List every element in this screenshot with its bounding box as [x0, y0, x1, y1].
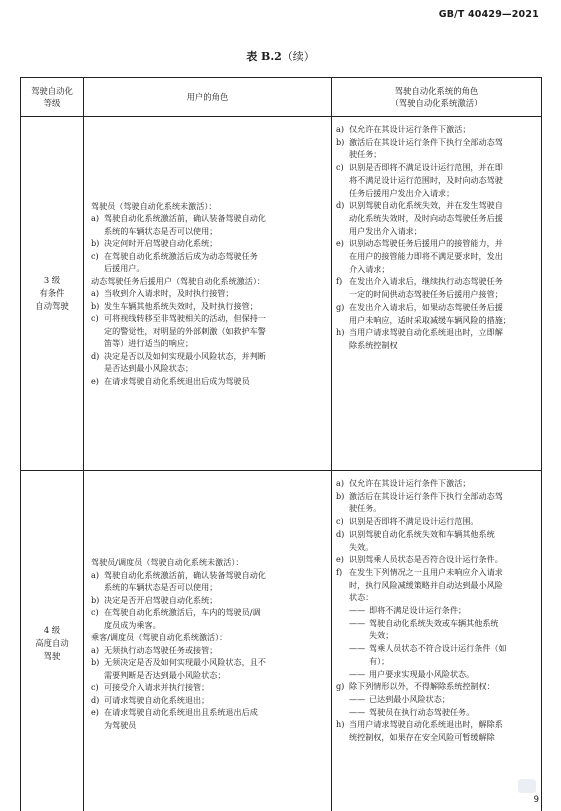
- item-text: [369, 706, 537, 719]
- item-text: [349, 566, 537, 604]
- user-group-list: [91, 644, 326, 732]
- item-text-line: 驶任务；: [349, 149, 382, 160]
- dash-item: [336, 668, 537, 681]
- list-item: [336, 275, 537, 300]
- item-text-line: 动化系统失效时，及时向动态驾驶任务后援: [349, 212, 503, 223]
- item-text-line: 笛等）进行适当的响应；: [104, 338, 194, 349]
- item-marker: c): [91, 682, 99, 692]
- item-text-line: 失效；: [369, 630, 394, 641]
- level-4-system-role-cell: [332, 471, 542, 811]
- system-role-item-g: [336, 680, 537, 693]
- item-text-line: 在请求驾驶自动化系统退出后成为驾驶员: [104, 375, 250, 386]
- item-marker: f): [336, 276, 343, 287]
- item-text-line: 后援用户。: [104, 263, 145, 274]
- list-item: [91, 250, 326, 275]
- item-text: [104, 606, 326, 631]
- table-row: [21, 117, 542, 471]
- item-marker: b): [91, 657, 100, 667]
- list-item: [336, 123, 537, 136]
- item-text: [349, 718, 537, 743]
- list-item: [91, 706, 326, 731]
- item-text: [104, 212, 326, 237]
- item-text: [369, 617, 537, 642]
- item-marker: c): [91, 250, 99, 261]
- item-text-line: 已达到最小风险状态；: [369, 693, 450, 704]
- item-text-line: 可接受介入请求并执行接管；: [104, 682, 210, 692]
- level-4-cell: [21, 471, 84, 811]
- table-title: [0, 48, 561, 64]
- item-marker: ——: [349, 605, 366, 616]
- standard-code: GB/T 40429—2021: [438, 9, 539, 20]
- list-item: [91, 569, 326, 594]
- item-text-line: 驾驶自动化系统激活前，确认装备驾驶自动化: [104, 569, 266, 580]
- item-marker: f): [336, 566, 343, 577]
- item-text: [349, 553, 537, 566]
- item-text: [104, 237, 326, 250]
- user-group-list: [91, 287, 326, 387]
- cell-text-line: 4 级: [43, 625, 61, 635]
- level-3-cell: [21, 117, 84, 471]
- page-number: 9: [533, 795, 539, 805]
- user-group-title: 驾驶员（驾驶自动化系统未激活）：: [91, 200, 217, 211]
- system-role-item-h: [336, 718, 537, 743]
- item-text: [104, 694, 326, 707]
- item-text: [104, 350, 326, 375]
- item-text: [369, 642, 537, 667]
- dash-item: [336, 706, 537, 719]
- item-text-line: 驾驶自动化系统失效或车辆其他系统: [369, 617, 499, 628]
- item-text-line: 可请求驾驶自动化系统退出；: [104, 694, 210, 705]
- item-text: [349, 136, 537, 161]
- cell-text-line: 有条件: [39, 288, 65, 298]
- dash-item: [336, 693, 537, 706]
- item-text-line: 为驾驶员: [104, 719, 137, 730]
- level-4-user-role-cell: [84, 471, 332, 811]
- item-text-line: 定的警觉性，对明显的外部刺激（如救护车警: [104, 325, 266, 336]
- header-level: [21, 78, 84, 117]
- item-text-line: 有）；: [369, 655, 390, 666]
- cell-text-line: 驾驶自动化系统的角色: [394, 86, 479, 96]
- item-text: [349, 515, 537, 528]
- item-text-line: 介入请求；: [349, 263, 390, 274]
- item-text: [349, 123, 537, 136]
- item-marker: a): [91, 288, 99, 299]
- item-marker: g): [336, 681, 345, 692]
- automation-levels-table: [20, 77, 542, 811]
- item-marker: b): [91, 594, 100, 605]
- system-role-g-dashes: [336, 693, 537, 718]
- table-header-row: [21, 78, 542, 117]
- list-item: [91, 681, 326, 694]
- item-marker: a): [336, 124, 344, 134]
- item-text-line: 时，执行风险减缓策略并自动达到最小风险: [349, 579, 503, 590]
- list-item: [336, 490, 537, 515]
- item-marker: ——: [349, 668, 366, 679]
- system-role-item-f: [336, 566, 537, 604]
- item-text-line: 在驾驶自动化系统激活后，车内的驾驶员/调: [104, 607, 261, 617]
- item-text-line: 一定的时间供动态驾驶任务后援用户接管；: [349, 289, 503, 300]
- item-text-line: 在请求驾驶自动化系统退出且系统退出后成: [104, 707, 258, 717]
- item-marker: ——: [349, 706, 366, 717]
- item-text-line: 决定是否开启驾驶自动化系统；: [104, 594, 218, 605]
- item-marker: b): [91, 300, 100, 311]
- item-text-line: 识别是否即将不满足设计运行范围，并在即: [349, 162, 503, 173]
- list-item: [91, 350, 326, 375]
- item-text: [104, 681, 326, 694]
- list-item: [336, 515, 537, 528]
- item-text-line: 仅允许在其设计运行条件下激活；: [349, 124, 471, 134]
- list-item: [336, 136, 537, 161]
- cell-text-line: （驾驶自动化系统激活）: [390, 98, 483, 108]
- item-text-line: 在发生下列情况之一且用户未响应介入请求: [349, 566, 503, 577]
- item-marker: ——: [349, 643, 366, 654]
- item-text-line: 在发出介入请求后，如果动态驾驶任务后援: [349, 301, 503, 312]
- item-text-line: 可将视线转移至非驾驶相关的活动，但保持一: [104, 313, 266, 324]
- item-text: [104, 569, 326, 594]
- table-title-main: 表 B.2: [246, 50, 282, 63]
- level-3-system-role-cell: [332, 117, 542, 471]
- table-row: [21, 471, 542, 811]
- user-group-title: 乘客/调度员（驾驶自动化系统激活）：: [91, 632, 228, 642]
- table-title-suffix: （续）: [281, 50, 315, 63]
- item-text-line: 识别驾驶自动化系统失效和车辆其他系统: [349, 528, 495, 539]
- item-marker: b): [91, 238, 100, 249]
- item-marker: e): [336, 554, 344, 565]
- item-text-line: 统控制权，如果存在安全风险可暂缓解除: [349, 732, 495, 743]
- dash-item: [336, 642, 537, 667]
- item-marker: e): [336, 238, 344, 249]
- item-marker: e): [91, 707, 99, 717]
- item-text-line: 决定是否以及如何实现最小风险状态，并判断: [104, 350, 266, 361]
- item-text: [349, 275, 537, 300]
- item-text-line: 在发出介入请求后，继续执行动态驾驶任务: [349, 276, 503, 287]
- item-text-line: 用户发出介入请求；: [349, 225, 422, 236]
- item-text-line: 度员成为乘客。: [104, 619, 161, 630]
- item-text-line: 任务后援用户发出介入请求；: [349, 187, 455, 198]
- item-marker: e): [91, 375, 99, 386]
- list-item: [91, 287, 326, 300]
- item-text: [104, 375, 326, 388]
- item-text: [349, 237, 537, 275]
- item-marker: h): [336, 327, 345, 338]
- item-text-line: 仅允许在其设计运行条件下激活；: [349, 478, 471, 488]
- list-item: [91, 594, 326, 607]
- cell-text-line: 自动驾驶: [35, 301, 69, 311]
- item-text-line: 识别驾乘人员状态是否符合设计运行条件。: [349, 554, 503, 565]
- item-text: [349, 477, 537, 490]
- list-item: [336, 161, 537, 199]
- item-text: [349, 161, 537, 199]
- list-item: [336, 199, 537, 237]
- item-text: [104, 594, 326, 607]
- dash-item: [336, 604, 537, 617]
- list-item: [91, 312, 326, 350]
- item-text-line: 驶任务。: [349, 503, 382, 514]
- item-text: [104, 287, 326, 300]
- cell-text-line: 等级: [43, 98, 61, 108]
- item-marker: a): [91, 644, 99, 655]
- item-text: [349, 199, 537, 237]
- item-text-line: 驾驶自动化系统激活前，确认装备驾驶自动化: [104, 213, 266, 224]
- user-group-list: [91, 212, 326, 275]
- list-item: [91, 300, 326, 313]
- item-text: [104, 644, 326, 657]
- item-text: [349, 490, 537, 515]
- item-text-line: 即将不满足设计运行条件；: [369, 605, 467, 616]
- list-item: [336, 237, 537, 275]
- item-text-line: 将不满足设计运行范围时，及时向动态驾驶: [349, 174, 503, 185]
- item-text: [369, 604, 537, 617]
- item-marker: d): [91, 350, 100, 361]
- item-text: [349, 680, 537, 693]
- item-text-line: 当收到介入请求时，及时执行接管；: [104, 288, 234, 299]
- item-marker: d): [336, 200, 345, 211]
- item-text-line: 是否达到最小风险状态；: [104, 363, 194, 374]
- item-text-line: 当用户请求驾驶自动化系统退出时，立即解: [349, 327, 503, 338]
- item-marker: b): [336, 490, 345, 501]
- system-role-list: [336, 123, 537, 352]
- item-text-line: 识别动态驾驶任务后援用户的接管能力，并: [349, 238, 503, 249]
- cell-text-line: 驾驶: [43, 651, 61, 661]
- header-user-role: [84, 78, 332, 117]
- list-item: [336, 301, 537, 326]
- level-3-user-role-cell: [84, 117, 332, 471]
- list-item: [91, 694, 326, 707]
- list-item: [336, 477, 537, 490]
- item-marker: b): [336, 136, 345, 147]
- item-text: [349, 301, 537, 326]
- item-text-line: 驾乘人员状态不符合设计运行条件（如: [369, 643, 507, 654]
- cell-text-line: 3 级: [43, 275, 61, 285]
- item-marker: c): [91, 313, 99, 324]
- item-text: [369, 668, 537, 681]
- list-item: [336, 326, 537, 351]
- user-group-title: 动态驾驶任务后援用户（驾驶自动化系统激活）：: [91, 275, 266, 286]
- item-text-line: 用户未响应，适时采取减缓车辆风险的措施；: [349, 314, 511, 325]
- list-item: [91, 656, 326, 681]
- item-text: [349, 528, 537, 553]
- item-text: [104, 250, 326, 275]
- item-marker: a): [91, 213, 99, 224]
- item-marker: c): [91, 607, 99, 617]
- item-text: [369, 693, 537, 706]
- item-text-line: 识别是否即将不满足设计运行范围。: [349, 516, 479, 527]
- item-text: [104, 312, 326, 350]
- header-system-role: [332, 78, 542, 117]
- cell-text-line: 高度自动: [35, 638, 69, 648]
- item-text-line: 除系统控制权: [349, 339, 398, 350]
- list-item: [91, 237, 326, 250]
- item-text-line: 发生车辆其他系统失效时，及时执行接管；: [104, 300, 258, 311]
- user-group-list: [91, 569, 326, 632]
- user-group-title: 驾驶员/调度员（驾驶自动化系统未激活）：: [91, 557, 244, 567]
- system-role-f-dashes: [336, 604, 537, 680]
- item-text-line: 系统的车辆状态是否可以使用；: [104, 225, 218, 236]
- item-marker: a): [336, 478, 344, 488]
- list-item: [336, 718, 537, 743]
- cell-text-line: 驾驶自动化: [31, 86, 73, 96]
- item-marker: c): [336, 162, 344, 173]
- item-marker: ——: [349, 693, 366, 704]
- item-text-line: 识别驾驶自动化系统失效，并在发生驾驶自: [349, 200, 503, 211]
- list-item: [336, 553, 537, 566]
- item-text-line: 需要判断是否达到最小风险状态；: [104, 669, 226, 680]
- item-marker: c): [336, 516, 344, 527]
- list-item: [336, 566, 537, 604]
- item-marker: d): [91, 694, 100, 705]
- item-text-line: 失效。: [349, 541, 374, 552]
- item-text-line: 激活后在其设计运行条件下执行全部动态驾: [349, 490, 503, 501]
- cell-text-line: 用户的角色: [186, 92, 229, 102]
- item-text-line: 在驾驶自动化系统激活后成为动态驾驶任务: [104, 250, 258, 261]
- item-text-line: 决定何时开启驾驶自动化系统；: [104, 238, 218, 249]
- item-text-line: 在用户的接管能力即将不满足要求时，发出: [349, 251, 503, 262]
- list-item: [336, 528, 537, 553]
- item-text-line: 状态：: [349, 592, 374, 603]
- system-role-list: [336, 477, 537, 566]
- item-marker: g): [336, 301, 345, 312]
- list-item: [91, 644, 326, 657]
- list-item: [91, 212, 326, 237]
- item-text-line: 用户要求实现最小风险状态。: [369, 668, 475, 679]
- list-item: [91, 375, 326, 388]
- item-marker: ——: [349, 617, 366, 628]
- item-text-line: 系统的车辆状态是否可以使用；: [104, 582, 218, 592]
- item-marker: a): [91, 569, 99, 580]
- item-text: [104, 300, 326, 313]
- item-text-line: 无须决定是否及如何实现最小风险状态，且不: [104, 657, 266, 667]
- list-item: [91, 606, 326, 631]
- item-text: [349, 326, 537, 351]
- item-text-line: 当用户请求驾驶自动化系统退出时，解除系: [349, 719, 503, 730]
- item-text: [104, 706, 326, 731]
- item-text-line: 无须执行动态驾驶任务或接管；: [104, 644, 218, 655]
- item-marker: h): [336, 719, 345, 730]
- item-marker: d): [336, 528, 345, 539]
- list-item: [336, 680, 537, 693]
- item-text-line: 激活后在其设计运行条件下执行全部动态驾: [349, 136, 503, 147]
- watermark-logo: [518, 779, 536, 793]
- item-text: [104, 656, 326, 681]
- item-text-line: 驾驶员在执行动态驾驶任务。: [369, 706, 475, 717]
- dash-item: [336, 617, 537, 642]
- item-text-line: 除下列情形以外，不得解除系统控制权：: [349, 681, 495, 692]
